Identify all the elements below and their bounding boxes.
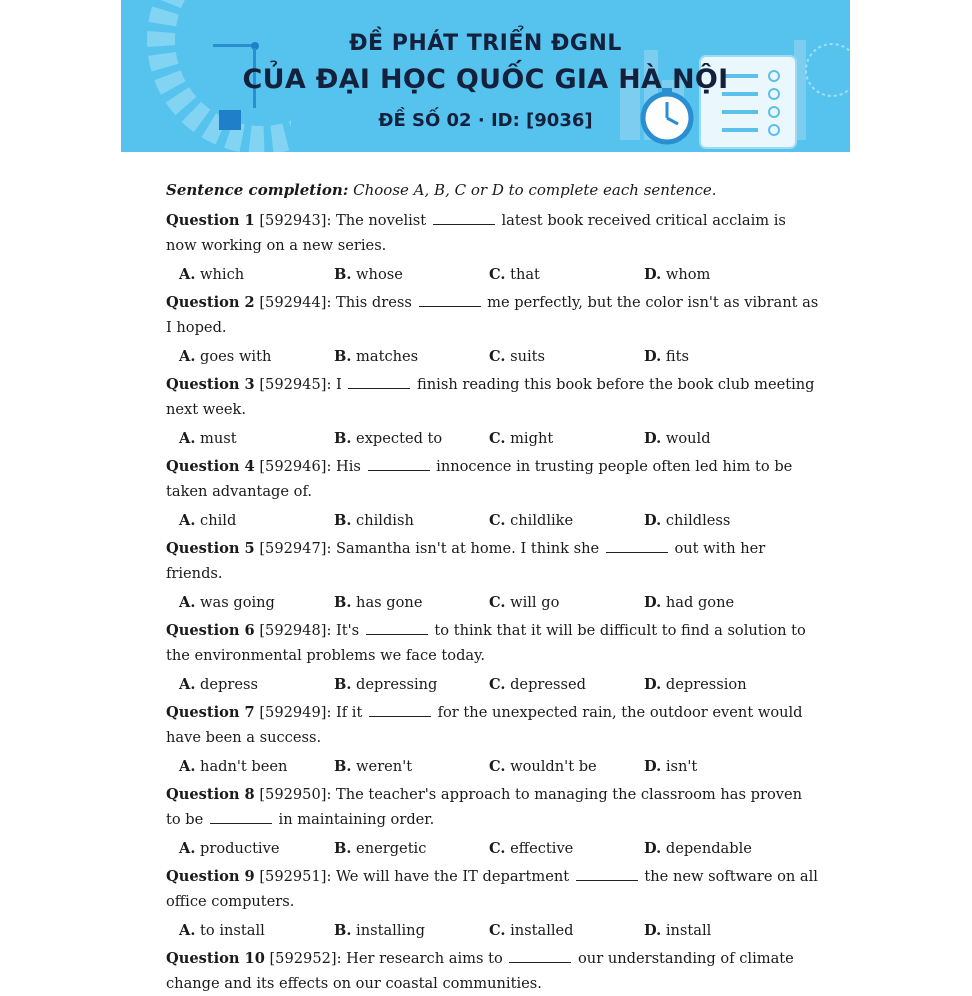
question-text-after: for the unexpected rain, the outdoor event would have been a success.	[166, 704, 803, 746]
question-1	[166, 208, 820, 258]
option-letter: A.	[179, 512, 196, 529]
option-text: goes with	[195, 348, 272, 365]
option-text: childless	[661, 512, 731, 529]
option-letter: B.	[334, 512, 352, 529]
option-letter: A.	[179, 676, 196, 693]
answer-options	[166, 426, 820, 451]
answer-blank	[419, 294, 481, 307]
answer-blank	[433, 212, 495, 225]
question-text-after: to think that it will be difficult to find a solution to the environmental problems we face today.	[166, 622, 806, 664]
answer-option[interactable]	[644, 672, 799, 697]
question-7	[166, 700, 820, 750]
answer-blank	[509, 950, 571, 963]
answer-options	[166, 836, 820, 861]
answer-option[interactable]	[489, 918, 644, 943]
option-letter: C.	[489, 266, 506, 283]
header-title-line2: CỦA ĐẠI HỌC QUỐC GIA HÀ NỘI	[242, 64, 729, 95]
option-letter: D.	[644, 922, 662, 939]
option-letter: B.	[334, 594, 352, 611]
option-letter: B.	[334, 348, 352, 365]
option-letter: C.	[489, 594, 506, 611]
option-text: has gone	[351, 594, 423, 611]
question-text-before: This dress	[336, 294, 417, 311]
option-text: matches	[351, 348, 419, 365]
question-id: [592947]:	[254, 540, 336, 557]
question-id: [592949]:	[254, 704, 336, 721]
option-text: effective	[505, 840, 574, 857]
question-text-before: I	[336, 376, 347, 393]
option-text: fits	[661, 348, 689, 365]
option-text: was going	[195, 594, 275, 611]
option-letter: C.	[489, 348, 506, 365]
answer-option[interactable]	[644, 262, 799, 287]
question-text-before: It's	[336, 622, 364, 639]
answer-option[interactable]	[644, 590, 799, 615]
option-letter: A.	[179, 266, 196, 283]
instruction-text: Choose A, B, C or D to complete each sentence.	[348, 181, 717, 199]
answer-options	[166, 918, 820, 943]
option-text: dependable	[661, 840, 752, 857]
answer-options	[166, 590, 820, 615]
option-text: childlike	[505, 512, 574, 529]
question-number: Question 3	[166, 376, 255, 393]
option-letter: C.	[489, 758, 506, 775]
answer-option[interactable]	[644, 508, 799, 533]
question-text-after: latest book received critical acclaim is now working on a new series.	[166, 212, 786, 254]
question-text-after: in maintaining order.	[273, 811, 435, 828]
option-text: depressing	[351, 676, 438, 693]
answer-options	[166, 672, 820, 697]
answer-option[interactable]	[179, 754, 334, 779]
question-text-after: our understanding of climate change and its effects on our coastal communities.	[166, 950, 794, 992]
answer-option[interactable]	[334, 262, 489, 287]
answer-option[interactable]	[179, 672, 334, 697]
question-3	[166, 372, 820, 422]
question-text-after: out with her friends.	[166, 540, 766, 582]
question-number: Question 1	[166, 212, 255, 229]
answer-option[interactable]	[644, 426, 799, 451]
option-text: productive	[195, 840, 280, 857]
answer-option[interactable]	[334, 508, 489, 533]
answer-option[interactable]	[489, 508, 644, 533]
question-id: [592946]:	[254, 458, 336, 475]
option-letter: A.	[179, 594, 196, 611]
answer-blank	[576, 868, 638, 881]
answer-option[interactable]	[334, 672, 489, 697]
answer-blank	[366, 622, 428, 635]
question-6	[166, 618, 820, 668]
question-9	[166, 864, 820, 914]
answer-options	[166, 754, 820, 779]
option-letter: D.	[644, 594, 662, 611]
answer-option[interactable]	[179, 836, 334, 861]
option-text: energetic	[351, 840, 427, 857]
option-letter: A.	[179, 840, 196, 857]
question-text-before: If it	[336, 704, 367, 721]
answer-option[interactable]	[644, 918, 799, 943]
question-id: [592952]:	[264, 950, 347, 967]
question-10	[166, 946, 820, 996]
option-text: child	[195, 512, 237, 529]
answer-option[interactable]	[489, 262, 644, 287]
question-text-before: Samantha isn't at home. I think she	[336, 540, 604, 557]
answer-option[interactable]	[179, 508, 334, 533]
question-number: Question 7	[166, 704, 255, 721]
option-text: expected to	[351, 430, 443, 447]
option-letter: D.	[644, 840, 662, 857]
answer-blank	[606, 540, 668, 553]
answer-blank	[368, 458, 430, 471]
option-letter: D.	[644, 512, 662, 529]
option-text: weren't	[351, 758, 413, 775]
question-2	[166, 290, 820, 340]
option-letter: A.	[179, 348, 196, 365]
option-letter: C.	[489, 840, 506, 857]
question-text-before: The novelist	[336, 212, 431, 229]
answer-option[interactable]	[489, 344, 644, 369]
option-letter: C.	[489, 430, 506, 447]
question-number: Question 9	[166, 868, 255, 885]
option-text: isn't	[661, 758, 698, 775]
question-text-before: Her research aims to	[346, 950, 508, 967]
question-text-after: innocence in trusting people often led him to be taken advantage of.	[166, 458, 793, 500]
answer-option[interactable]	[179, 590, 334, 615]
answer-option[interactable]	[644, 754, 799, 779]
option-letter: B.	[334, 430, 352, 447]
option-text: installed	[505, 922, 574, 939]
answer-option[interactable]	[489, 672, 644, 697]
question-number: Question 5	[166, 540, 255, 557]
option-letter: A.	[179, 430, 196, 447]
option-text: whom	[661, 266, 711, 283]
answer-option[interactable]	[334, 590, 489, 615]
option-letter: D.	[644, 348, 662, 365]
answer-option[interactable]	[179, 262, 334, 287]
question-id: [592943]:	[254, 212, 336, 229]
answer-options	[166, 508, 820, 533]
answer-option[interactable]	[489, 754, 644, 779]
answer-option[interactable]	[489, 426, 644, 451]
option-letter: C.	[489, 676, 506, 693]
question-number: Question 10	[166, 950, 265, 967]
question-text-before: The teacher's approach to managing the classroom has proven to be	[166, 786, 803, 828]
option-letter: B.	[334, 758, 352, 775]
question-number: Question 6	[166, 622, 255, 639]
question-text-before: We will have the IT department	[336, 868, 574, 885]
option-text: had gone	[661, 594, 735, 611]
answer-option[interactable]	[644, 344, 799, 369]
answer-options	[166, 262, 820, 287]
instruction	[166, 178, 820, 202]
option-letter: D.	[644, 676, 662, 693]
option-text: will go	[505, 594, 560, 611]
question-8	[166, 782, 820, 832]
option-text: that	[505, 266, 540, 283]
option-text: depression	[661, 676, 747, 693]
option-letter: B.	[334, 922, 352, 939]
answer-option[interactable]	[179, 344, 334, 369]
header-exam-id: ĐỀ SỐ 02 · ID: [9036]	[378, 110, 593, 131]
answer-option[interactable]	[334, 836, 489, 861]
option-letter: D.	[644, 266, 662, 283]
option-text: childish	[351, 512, 414, 529]
option-text: install	[661, 922, 712, 939]
option-text: might	[505, 430, 554, 447]
answer-option[interactable]	[644, 836, 799, 861]
answer-options	[166, 344, 820, 369]
question-text-after: me perfectly, but the color isn't as vibrant as I hoped.	[166, 294, 819, 336]
option-text: depress	[195, 676, 258, 693]
instruction-label: Sentence completion:	[166, 181, 349, 199]
question-text-after: the new software on all office computers.	[166, 868, 818, 910]
option-text: installing	[351, 922, 425, 939]
option-text: must	[195, 430, 237, 447]
option-letter: D.	[644, 430, 662, 447]
question-id: [592951]:	[254, 868, 336, 885]
option-letter: B.	[334, 840, 352, 857]
answer-option[interactable]	[334, 754, 489, 779]
option-letter: A.	[179, 922, 196, 939]
option-text: would	[661, 430, 711, 447]
answer-blank	[348, 376, 410, 389]
question-4	[166, 454, 820, 504]
question-list	[166, 208, 820, 996]
option-letter: C.	[489, 512, 506, 529]
option-letter: C.	[489, 922, 506, 939]
answer-option[interactable]	[179, 918, 334, 943]
option-letter: D.	[644, 758, 662, 775]
option-letter: B.	[334, 676, 352, 693]
option-letter: B.	[334, 266, 352, 283]
option-text: which	[195, 266, 245, 283]
option-letter: A.	[179, 758, 196, 775]
answer-option[interactable]	[489, 590, 644, 615]
option-text: wouldn't be	[505, 758, 597, 775]
question-number: Question 8	[166, 786, 255, 803]
question-number: Question 4	[166, 458, 255, 475]
header-banner	[121, 0, 850, 152]
option-text: depressed	[505, 676, 586, 693]
answer-option[interactable]	[489, 836, 644, 861]
answer-blank	[369, 704, 431, 717]
answer-option[interactable]	[334, 426, 489, 451]
answer-blank	[210, 811, 272, 824]
answer-option[interactable]	[334, 918, 489, 943]
option-text: whose	[351, 266, 403, 283]
answer-option[interactable]	[179, 426, 334, 451]
header-title-line1: ĐỀ PHÁT TRIỂN ĐGNL	[349, 31, 622, 56]
option-text: suits	[505, 348, 546, 365]
question-text-after: finish reading this book before the book club meeting next week.	[166, 376, 815, 418]
option-text: hadn't been	[195, 758, 288, 775]
question-id: [592948]:	[254, 622, 336, 639]
question-id: [592944]:	[254, 294, 336, 311]
answer-option[interactable]	[334, 344, 489, 369]
question-number: Question 2	[166, 294, 255, 311]
question-sheet	[166, 178, 820, 996]
option-text: to install	[195, 922, 265, 939]
question-id: [592945]:	[254, 376, 336, 393]
question-id: [592950]:	[254, 786, 336, 803]
question-5	[166, 536, 820, 586]
question-text-before: His	[336, 458, 366, 475]
